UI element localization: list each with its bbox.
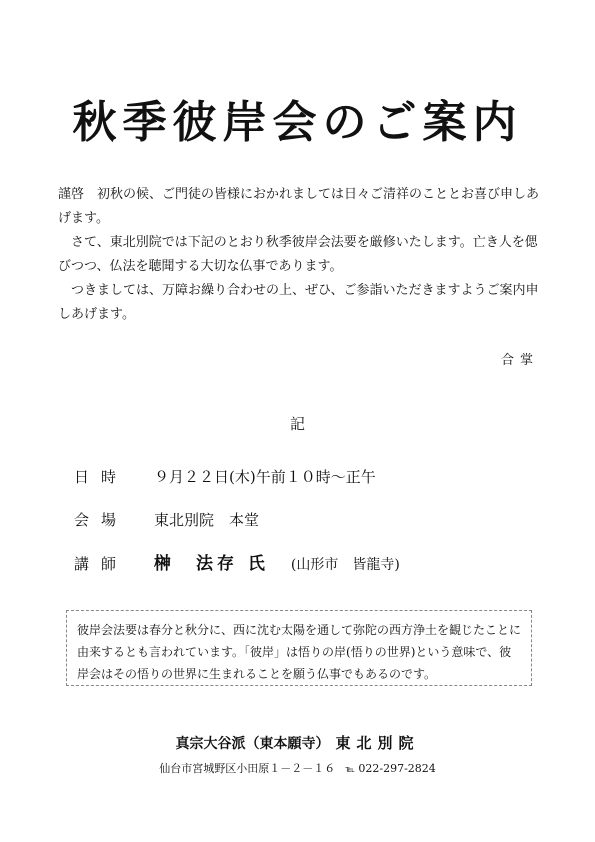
address-line bbox=[0, 760, 595, 776]
venue-label: 会場 bbox=[74, 511, 129, 529]
date-value: ９月２２日(木)午前１０時～正午 bbox=[154, 468, 376, 486]
venue-value: 東北別院 本堂 bbox=[154, 511, 260, 529]
speaker-label: 講師 bbox=[74, 555, 129, 573]
letter-body bbox=[58, 183, 542, 327]
letter-closing: 合掌 bbox=[500, 353, 539, 368]
street-address: 仙台市宮城野区小田原１－２－１６ bbox=[159, 762, 336, 775]
speaker-name: 榊 法存 氏 bbox=[154, 554, 269, 574]
organization bbox=[0, 732, 595, 753]
explanation-text: 彼岸会法要は春分と秋分に、西に沈む太陽を通して弥陀の西方浄土を観じたことに由来するとも言われています。「彼岸」は悟りの岸(悟りの世界)という意味で、彼岸会はその悟りの世界に生まれることを願う仏事でもあるのです。 bbox=[77, 623, 522, 681]
date-label: 日時 bbox=[74, 468, 129, 486]
letter-paragraph-greeting: 謹啓 初秋の候、ご門徒の皆様におかれましては日々ご清祥のこととお喜び申しあげます。 bbox=[58, 187, 540, 226]
page-title: 秋季彼岸会のご案内 bbox=[72, 97, 523, 148]
explanation-box bbox=[66, 610, 532, 686]
venue-row bbox=[74, 509, 259, 530]
telephone-number: 022-297-2824 bbox=[358, 762, 436, 775]
speaker-temple: (山形市 皆龍寺) bbox=[290, 557, 400, 573]
telephone-icon: ℡ bbox=[345, 765, 355, 775]
date-row bbox=[74, 466, 376, 487]
organization-sect: 真宗大谷派（東本願寺） bbox=[175, 736, 330, 752]
organization-name: 東北別院 bbox=[335, 734, 420, 752]
details-heading: 記 bbox=[289, 415, 305, 433]
letter-paragraph-announcement: さて、東北別院では下記のとおり秋季彼岸会法要を厳修いたします。亡き人を偲びつつ、仏法を聴聞する大切な仏事であります。 bbox=[58, 235, 538, 274]
letter-paragraph-invitation: つきましては、万障お繰り合わせの上、ぜひ、ご参詣いただきますようご案内申しあげます。 bbox=[58, 283, 539, 322]
speaker-row bbox=[74, 549, 400, 574]
